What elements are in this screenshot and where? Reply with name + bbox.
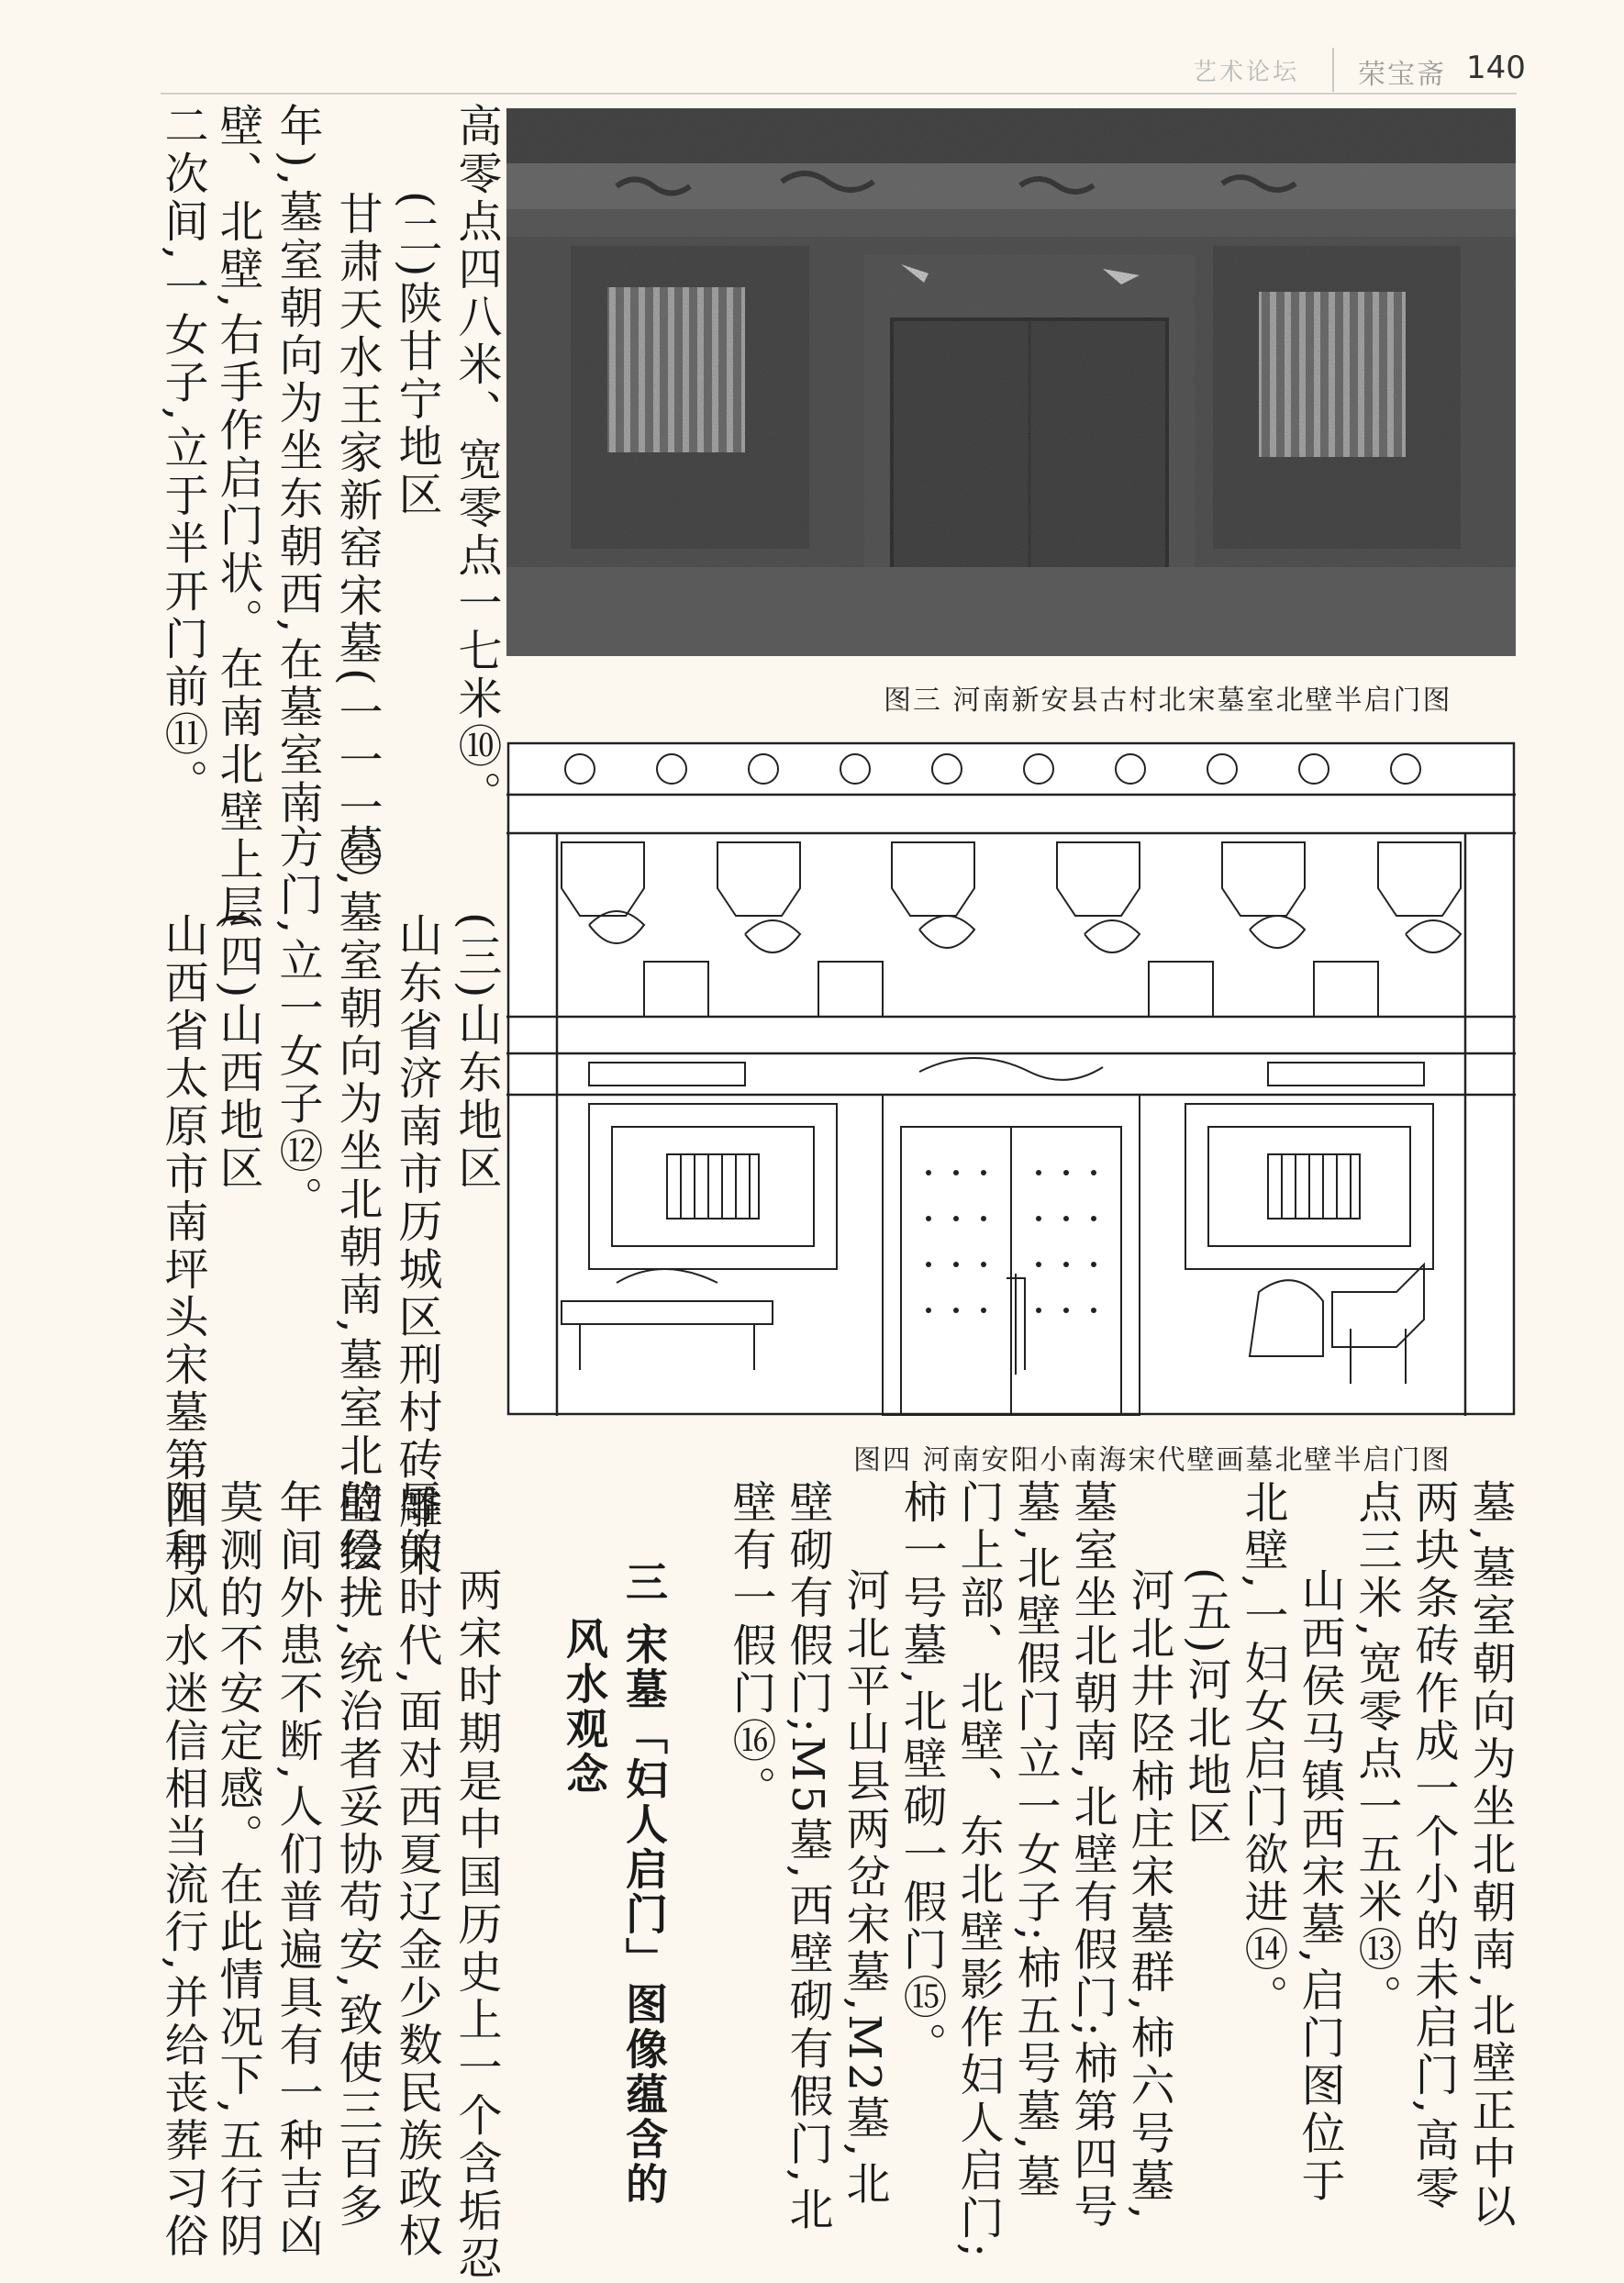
- body-line-middle-2: 山东省济南市历城区刑村砖雕宋: [391, 912, 442, 1580]
- body-line-lower-3: 点三米,宽零点一五米⑬。: [1351, 1479, 1402, 2022]
- magazine-name: 荣宝斋: [1358, 59, 1446, 91]
- header-divider: [1332, 48, 1334, 92]
- body-line-upper-1: 高零点四八米、宽零点一七米⑩。: [450, 103, 502, 819]
- body-line-left-1: 两宋时期是中国历史上一个含垢忍: [450, 1567, 502, 2283]
- figure-4-drawing: [506, 741, 1516, 1416]
- body-line-lower-2: 两块条砖作成一个小的未启门,高零: [1407, 1479, 1459, 2213]
- body-line-lower-1: 墓,墓室朝向为坐北朝南,北壁正中以: [1464, 1479, 1516, 2231]
- body-line-lower-12: 河北平山县两岔宋墓,M2墓,北: [839, 1567, 890, 2209]
- body-line-lower-13: 壁砌有假门;M5墓,西壁砌有假门,北: [782, 1479, 833, 2234]
- body-line-upper-5: 壁、北壁,右手作启门状。在南北壁上层: [212, 103, 263, 932]
- body-line-lower-9: 墓,北壁假门立一女子;柿五号墓,墓: [1009, 1479, 1061, 2201]
- body-line-left-6: 阳和风水迷信相当流行,并给丧葬习俗: [157, 1479, 208, 2261]
- body-line-middle-3: 墓,墓室朝向为坐北朝南,墓室北壁绘一: [331, 824, 383, 1623]
- section-heading-line-1: 三 宋墓「妇人启门」图像蕴含的: [619, 1560, 669, 2208]
- body-line-upper-6: 二次间,一女子,立于半开门前⑪。: [157, 103, 208, 807]
- body-line-upper-3: 甘肃天水王家新窑宋墓(一一一〇: [331, 191, 383, 880]
- body-line-lower-11: 柿一号墓,北壁砌一假门⑮。: [895, 1479, 947, 2070]
- figure-4-caption: 图四 河南安阳小南海宋代壁画墓北壁半启门图: [853, 1444, 1452, 1476]
- body-line-middle-1: (三)山东地区: [450, 912, 502, 1193]
- body-line-left-2: 辱的时代,面对西夏辽金少数民族政权: [391, 1479, 442, 2261]
- body-line-left-4: 年间外患不断,人们普遍具有一种吉凶: [272, 1479, 323, 2261]
- body-line-upper-2: (二)陕甘宁地区: [391, 191, 442, 519]
- page-number: 140: [1466, 50, 1526, 86]
- body-line-lower-14: 壁有一假门⑯。: [725, 1479, 776, 1813]
- body-line-left-5: 莫测的不安定感。在此情况下,五行阴: [212, 1479, 263, 2261]
- figure-3-photo: [506, 108, 1516, 656]
- body-line-lower-8: 墓室坐北朝南,北壁有假门;柿第四号: [1066, 1479, 1118, 2232]
- body-line-lower-10: 门上部、北壁、东北壁影作妇人启门;: [952, 1479, 1004, 2262]
- body-line-upper-4: 年),墓室朝向为坐东朝西,在墓室南: [272, 103, 323, 828]
- body-line-lower-7: 河北井陉柿庄宋墓群,柿六号墓,: [1123, 1567, 1174, 2223]
- body-line-lower-4: 山西侯马镇西宋墓,启门图位于: [1294, 1567, 1345, 2206]
- body-line-middle-4: 方门,立一女子⑫。: [272, 824, 323, 1224]
- body-line-lower-6: (五)河北地区: [1180, 1567, 1231, 1848]
- header-rule: [161, 93, 1517, 95]
- column-name: 艺术论坛: [1193, 59, 1300, 86]
- body-line-middle-6: 山西省太原市南坪头宋墓第四号: [157, 912, 208, 1580]
- figure-3-caption: 图三 河南新安县古村北宋墓室北壁半启门图: [884, 685, 1452, 717]
- body-line-lower-5: 北壁,一妇女启门欲进⑭。: [1237, 1479, 1288, 2022]
- body-line-middle-5: (四)山西地区: [212, 912, 263, 1193]
- body-line-left-3: 的侵扰,统治者妥协苟安,致使三百多: [331, 1479, 383, 2231]
- section-heading-line-2: 风水观念: [560, 1617, 609, 1797]
